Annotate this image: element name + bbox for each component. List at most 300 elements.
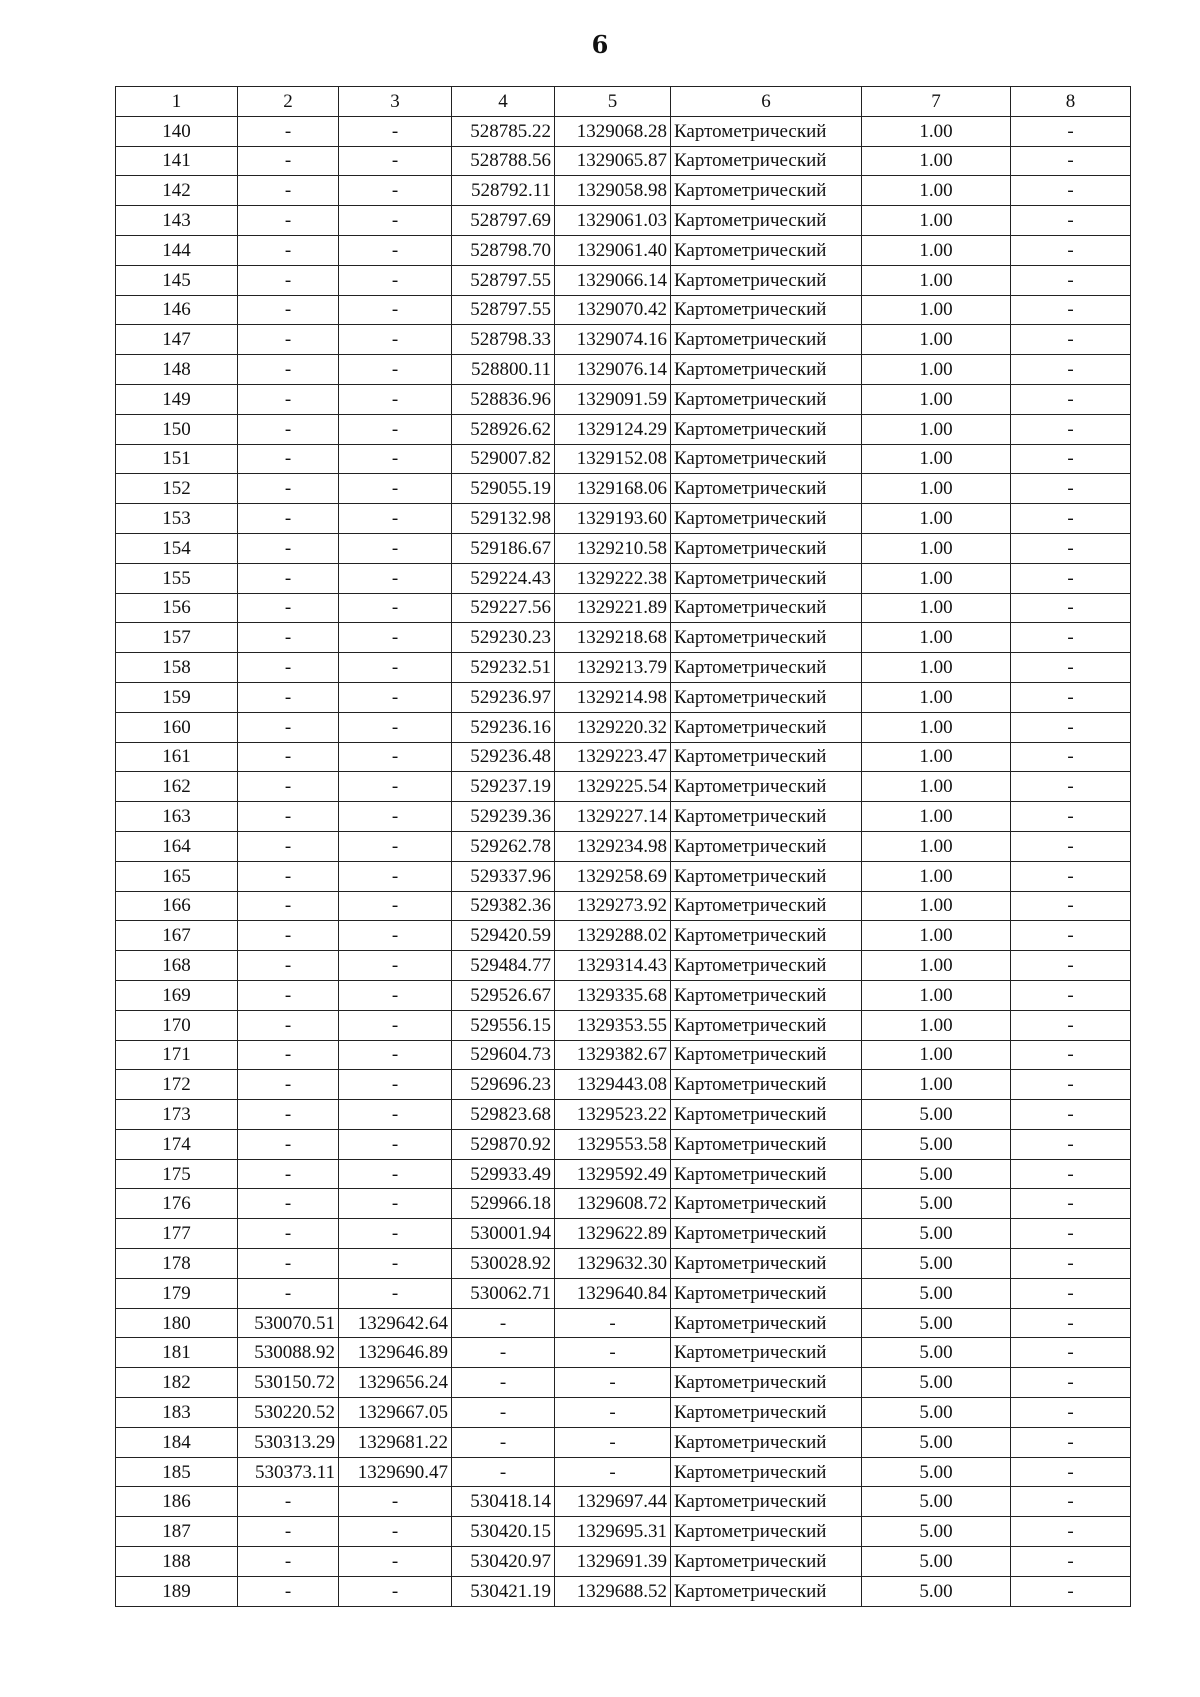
col4-x-cell: 528788.56 xyxy=(452,146,555,176)
method-cell: Картометрический xyxy=(671,1487,862,1517)
col2-x-cell: - xyxy=(238,1159,339,1189)
point-number-cell: 144 xyxy=(116,235,238,265)
col5-y-cell: 1329061.40 xyxy=(555,235,671,265)
point-number-cell: 163 xyxy=(116,802,238,832)
col3-y-cell: - xyxy=(339,325,452,355)
col4-x-cell: 529186.67 xyxy=(452,533,555,563)
point-number-cell: 153 xyxy=(116,504,238,534)
table-row xyxy=(116,1427,1131,1457)
col3-y-cell: 1329690.47 xyxy=(339,1457,452,1487)
col4-x-cell: 528797.55 xyxy=(452,295,555,325)
table-row xyxy=(116,742,1131,772)
col5-y-cell: 1329066.14 xyxy=(555,265,671,295)
point-number-cell: 187 xyxy=(116,1517,238,1547)
accuracy-cell: 1.00 xyxy=(862,384,1011,414)
accuracy-cell: 1.00 xyxy=(862,325,1011,355)
point-number-cell: 148 xyxy=(116,355,238,385)
col4-x-cell: - xyxy=(452,1398,555,1428)
col4-x-cell: 529224.43 xyxy=(452,563,555,593)
method-cell: Картометрический xyxy=(671,1457,862,1487)
col4-x-cell: 528800.11 xyxy=(452,355,555,385)
col5-y-cell: 1329695.31 xyxy=(555,1517,671,1547)
col5-y-cell: 1329210.58 xyxy=(555,533,671,563)
col5-y-cell: 1329553.58 xyxy=(555,1129,671,1159)
col2-x-cell: - xyxy=(238,325,339,355)
col4-x-cell: - xyxy=(452,1427,555,1457)
col8-cell: - xyxy=(1011,504,1131,534)
method-cell: Картометрический xyxy=(671,1576,862,1606)
accuracy-cell: 1.00 xyxy=(862,146,1011,176)
accuracy-cell: 1.00 xyxy=(862,1040,1011,1070)
col3-y-cell: - xyxy=(339,1040,452,1070)
col5-y-cell: 1329335.68 xyxy=(555,980,671,1010)
col8-cell: - xyxy=(1011,444,1131,474)
point-number-cell: 157 xyxy=(116,623,238,653)
col4-x-cell: 529007.82 xyxy=(452,444,555,474)
col4-x-cell: 529337.96 xyxy=(452,861,555,891)
point-number-cell: 140 xyxy=(116,116,238,146)
col8-cell: - xyxy=(1011,1338,1131,1368)
col3-y-cell: - xyxy=(339,1487,452,1517)
col5-y-cell: 1329193.60 xyxy=(555,504,671,534)
col8-cell: - xyxy=(1011,116,1131,146)
point-number-cell: 183 xyxy=(116,1398,238,1428)
col8-cell: - xyxy=(1011,831,1131,861)
col8-cell: - xyxy=(1011,891,1131,921)
col8-cell: - xyxy=(1011,1576,1131,1606)
col4-x-cell: 529237.19 xyxy=(452,772,555,802)
table-row xyxy=(116,1249,1131,1279)
col3-y-cell: - xyxy=(339,235,452,265)
point-number-cell: 149 xyxy=(116,384,238,414)
col4-x-cell: 530062.71 xyxy=(452,1278,555,1308)
col5-y-cell: 1329065.87 xyxy=(555,146,671,176)
col5-y-cell: 1329234.98 xyxy=(555,831,671,861)
point-number-cell: 184 xyxy=(116,1427,238,1457)
col4-x-cell: 528926.62 xyxy=(452,414,555,444)
col2-x-cell: - xyxy=(238,772,339,802)
col5-y-cell: 1329697.44 xyxy=(555,1487,671,1517)
col4-x-cell: 529604.73 xyxy=(452,1040,555,1070)
col5-y-cell: - xyxy=(555,1398,671,1428)
point-number-cell: 171 xyxy=(116,1040,238,1070)
method-cell: Картометрический xyxy=(671,802,862,832)
col3-y-cell: - xyxy=(339,1100,452,1130)
point-number-cell: 155 xyxy=(116,563,238,593)
col2-x-cell: - xyxy=(238,474,339,504)
col4-x-cell: 529966.18 xyxy=(452,1189,555,1219)
col3-y-cell: - xyxy=(339,116,452,146)
table-row xyxy=(116,444,1131,474)
table-row xyxy=(116,235,1131,265)
col2-x-cell: - xyxy=(238,1100,339,1130)
accuracy-cell: 1.00 xyxy=(862,921,1011,951)
table-row xyxy=(116,593,1131,623)
point-number-cell: 160 xyxy=(116,712,238,742)
col2-x-cell: - xyxy=(238,1010,339,1040)
accuracy-cell: 1.00 xyxy=(862,235,1011,265)
table-row xyxy=(116,682,1131,712)
point-number-cell: 188 xyxy=(116,1547,238,1577)
table-row xyxy=(116,1129,1131,1159)
col3-y-cell: - xyxy=(339,772,452,802)
col8-cell: - xyxy=(1011,474,1131,504)
method-cell: Картометрический xyxy=(671,772,862,802)
accuracy-cell: 5.00 xyxy=(862,1338,1011,1368)
col8-cell: - xyxy=(1011,1487,1131,1517)
accuracy-cell: 5.00 xyxy=(862,1457,1011,1487)
point-number-cell: 161 xyxy=(116,742,238,772)
col5-y-cell: - xyxy=(555,1457,671,1487)
col4-x-cell: 529696.23 xyxy=(452,1070,555,1100)
col8-cell: - xyxy=(1011,980,1131,1010)
col8-cell: - xyxy=(1011,295,1131,325)
column-header: 6 xyxy=(671,87,862,117)
table-row xyxy=(116,1457,1131,1487)
method-cell: Картометрический xyxy=(671,1249,862,1279)
table-row xyxy=(116,1368,1131,1398)
point-number-cell: 185 xyxy=(116,1457,238,1487)
col2-x-cell: - xyxy=(238,206,339,236)
col4-x-cell: - xyxy=(452,1308,555,1338)
accuracy-cell: 1.00 xyxy=(862,474,1011,504)
col4-x-cell: 529933.49 xyxy=(452,1159,555,1189)
col3-y-cell: - xyxy=(339,1249,452,1279)
point-number-cell: 158 xyxy=(116,653,238,683)
accuracy-cell: 1.00 xyxy=(862,533,1011,563)
col3-y-cell: - xyxy=(339,384,452,414)
col2-x-cell: - xyxy=(238,831,339,861)
table-row xyxy=(116,1040,1131,1070)
accuracy-cell: 5.00 xyxy=(862,1487,1011,1517)
method-cell: Картометрический xyxy=(671,1100,862,1130)
method-cell: Картометрический xyxy=(671,1189,862,1219)
point-number-cell: 151 xyxy=(116,444,238,474)
table-row xyxy=(116,295,1131,325)
col3-y-cell: - xyxy=(339,593,452,623)
table-row xyxy=(116,712,1131,742)
col3-y-cell: - xyxy=(339,742,452,772)
col8-cell: - xyxy=(1011,623,1131,653)
method-cell: Картометрический xyxy=(671,980,862,1010)
accuracy-cell: 1.00 xyxy=(862,891,1011,921)
point-number-cell: 186 xyxy=(116,1487,238,1517)
accuracy-cell: 1.00 xyxy=(862,980,1011,1010)
method-cell: Картометрический xyxy=(671,1427,862,1457)
col3-y-cell: - xyxy=(339,1159,452,1189)
col2-x-cell: - xyxy=(238,295,339,325)
table-row xyxy=(116,146,1131,176)
column-header: 3 xyxy=(339,87,452,117)
col2-x-cell: - xyxy=(238,235,339,265)
accuracy-cell: 5.00 xyxy=(862,1427,1011,1457)
col2-x-cell: - xyxy=(238,1189,339,1219)
col5-y-cell: 1329070.42 xyxy=(555,295,671,325)
col3-y-cell: - xyxy=(339,265,452,295)
point-number-cell: 164 xyxy=(116,831,238,861)
table-row xyxy=(116,474,1131,504)
accuracy-cell: 1.00 xyxy=(862,831,1011,861)
column-header: 7 xyxy=(862,87,1011,117)
point-number-cell: 162 xyxy=(116,772,238,802)
method-cell: Картометрический xyxy=(671,1010,862,1040)
table-row xyxy=(116,1278,1131,1308)
col8-cell: - xyxy=(1011,384,1131,414)
point-number-cell: 166 xyxy=(116,891,238,921)
col3-y-cell: - xyxy=(339,891,452,921)
col5-y-cell: 1329443.08 xyxy=(555,1070,671,1100)
method-cell: Картометрический xyxy=(671,325,862,355)
table-row xyxy=(116,980,1131,1010)
accuracy-cell: 5.00 xyxy=(862,1547,1011,1577)
accuracy-cell: 1.00 xyxy=(862,772,1011,802)
col5-y-cell: 1329061.03 xyxy=(555,206,671,236)
point-number-cell: 174 xyxy=(116,1129,238,1159)
column-header: 5 xyxy=(555,87,671,117)
method-cell: Картометрический xyxy=(671,623,862,653)
accuracy-cell: 1.00 xyxy=(862,712,1011,742)
table-row xyxy=(116,355,1131,385)
col3-y-cell: - xyxy=(339,206,452,236)
col4-x-cell: 530418.14 xyxy=(452,1487,555,1517)
col4-x-cell: 529236.16 xyxy=(452,712,555,742)
table-row xyxy=(116,1517,1131,1547)
method-cell: Картометрический xyxy=(671,533,862,563)
method-cell: Картометрический xyxy=(671,712,862,742)
col8-cell: - xyxy=(1011,1219,1131,1249)
point-number-cell: 150 xyxy=(116,414,238,444)
col4-x-cell: - xyxy=(452,1368,555,1398)
col5-y-cell: 1329213.79 xyxy=(555,653,671,683)
col5-y-cell: 1329076.14 xyxy=(555,355,671,385)
accuracy-cell: 1.00 xyxy=(862,682,1011,712)
method-cell: Картометрический xyxy=(671,146,862,176)
table-body xyxy=(116,116,1131,1606)
table-row xyxy=(116,116,1131,146)
method-cell: Картометрический xyxy=(671,176,862,206)
accuracy-cell: 5.00 xyxy=(862,1517,1011,1547)
point-number-cell: 175 xyxy=(116,1159,238,1189)
table-row xyxy=(116,206,1131,236)
col4-x-cell: 528797.69 xyxy=(452,206,555,236)
col2-x-cell: - xyxy=(238,1487,339,1517)
point-number-cell: 182 xyxy=(116,1368,238,1398)
col3-y-cell: - xyxy=(339,921,452,951)
method-cell: Картометрический xyxy=(671,1547,862,1577)
point-number-cell: 146 xyxy=(116,295,238,325)
col5-y-cell: 1329220.32 xyxy=(555,712,671,742)
method-cell: Картометрический xyxy=(671,742,862,772)
col2-x-cell: - xyxy=(238,1517,339,1547)
col4-x-cell: 528797.55 xyxy=(452,265,555,295)
col4-x-cell: 528798.70 xyxy=(452,235,555,265)
table-row xyxy=(116,1547,1131,1577)
col2-x-cell: - xyxy=(238,1219,339,1249)
col5-y-cell: 1329592.49 xyxy=(555,1159,671,1189)
col3-y-cell: - xyxy=(339,1517,452,1547)
method-cell: Картометрический xyxy=(671,1070,862,1100)
table-row xyxy=(116,1159,1131,1189)
col2-x-cell: 530373.11 xyxy=(238,1457,339,1487)
point-number-cell: 172 xyxy=(116,1070,238,1100)
col3-y-cell: 1329642.64 xyxy=(339,1308,452,1338)
col3-y-cell: - xyxy=(339,951,452,981)
col2-x-cell: 530220.52 xyxy=(238,1398,339,1428)
col5-y-cell: 1329223.47 xyxy=(555,742,671,772)
col5-y-cell: 1329152.08 xyxy=(555,444,671,474)
method-cell: Картометрический xyxy=(671,355,862,385)
accuracy-cell: 1.00 xyxy=(862,176,1011,206)
col5-y-cell: 1329091.59 xyxy=(555,384,671,414)
col5-y-cell: 1329314.43 xyxy=(555,951,671,981)
col4-x-cell: 529055.19 xyxy=(452,474,555,504)
method-cell: Картометрический xyxy=(671,951,862,981)
col5-y-cell: 1329258.69 xyxy=(555,861,671,891)
col4-x-cell: 529484.77 xyxy=(452,951,555,981)
accuracy-cell: 5.00 xyxy=(862,1308,1011,1338)
col3-y-cell: - xyxy=(339,504,452,534)
col2-x-cell: - xyxy=(238,1249,339,1279)
col8-cell: - xyxy=(1011,1070,1131,1100)
col3-y-cell: - xyxy=(339,474,452,504)
table-row xyxy=(116,325,1131,355)
col8-cell: - xyxy=(1011,1398,1131,1428)
col2-x-cell: - xyxy=(238,653,339,683)
col3-y-cell: 1329681.22 xyxy=(339,1427,452,1457)
method-cell: Картометрический xyxy=(671,563,862,593)
table-row xyxy=(116,802,1131,832)
method-cell: Картометрический xyxy=(671,474,862,504)
col4-x-cell: 529227.56 xyxy=(452,593,555,623)
col2-x-cell: - xyxy=(238,951,339,981)
col2-x-cell: - xyxy=(238,802,339,832)
col8-cell: - xyxy=(1011,1368,1131,1398)
col2-x-cell: 530313.29 xyxy=(238,1427,339,1457)
col3-y-cell: 1329656.24 xyxy=(339,1368,452,1398)
col5-y-cell: 1329288.02 xyxy=(555,921,671,951)
col3-y-cell: - xyxy=(339,1129,452,1159)
col4-x-cell: 529132.98 xyxy=(452,504,555,534)
method-cell: Картометрический xyxy=(671,384,862,414)
method-cell: Картометрический xyxy=(671,682,862,712)
col4-x-cell: 528792.11 xyxy=(452,176,555,206)
col5-y-cell: 1329640.84 xyxy=(555,1278,671,1308)
method-cell: Картометрический xyxy=(671,1308,862,1338)
point-number-cell: 179 xyxy=(116,1278,238,1308)
accuracy-cell: 5.00 xyxy=(862,1219,1011,1249)
method-cell: Картометрический xyxy=(671,444,862,474)
method-cell: Картометрический xyxy=(671,1398,862,1428)
col5-y-cell: - xyxy=(555,1308,671,1338)
point-number-cell: 178 xyxy=(116,1249,238,1279)
table-row xyxy=(116,414,1131,444)
col3-y-cell: - xyxy=(339,653,452,683)
col4-x-cell: 529236.48 xyxy=(452,742,555,772)
column-header: 2 xyxy=(238,87,339,117)
col2-x-cell: - xyxy=(238,682,339,712)
method-cell: Картометрический xyxy=(671,504,862,534)
col3-y-cell: - xyxy=(339,831,452,861)
col2-x-cell: - xyxy=(238,1278,339,1308)
method-cell: Картометрический xyxy=(671,653,862,683)
col3-y-cell: - xyxy=(339,802,452,832)
accuracy-cell: 1.00 xyxy=(862,563,1011,593)
point-number-cell: 156 xyxy=(116,593,238,623)
col4-x-cell: 530001.94 xyxy=(452,1219,555,1249)
col4-x-cell: 529230.23 xyxy=(452,623,555,653)
col5-y-cell: 1329225.54 xyxy=(555,772,671,802)
col3-y-cell: 1329667.05 xyxy=(339,1398,452,1428)
col8-cell: - xyxy=(1011,355,1131,385)
col4-x-cell: 529526.67 xyxy=(452,980,555,1010)
col8-cell: - xyxy=(1011,235,1131,265)
point-number-cell: 173 xyxy=(116,1100,238,1130)
accuracy-cell: 1.00 xyxy=(862,206,1011,236)
col8-cell: - xyxy=(1011,1159,1131,1189)
col3-y-cell: - xyxy=(339,980,452,1010)
accuracy-cell: 5.00 xyxy=(862,1368,1011,1398)
col4-x-cell: 529232.51 xyxy=(452,653,555,683)
col5-y-cell: - xyxy=(555,1427,671,1457)
col3-y-cell: - xyxy=(339,533,452,563)
accuracy-cell: 1.00 xyxy=(862,623,1011,653)
col4-x-cell: 529823.68 xyxy=(452,1100,555,1130)
col4-x-cell: 529262.78 xyxy=(452,831,555,861)
method-cell: Картометрический xyxy=(671,235,862,265)
point-number-cell: 167 xyxy=(116,921,238,951)
col2-x-cell: - xyxy=(238,1547,339,1577)
col5-y-cell: 1329353.55 xyxy=(555,1010,671,1040)
col4-x-cell: 528798.33 xyxy=(452,325,555,355)
col8-cell: - xyxy=(1011,1189,1131,1219)
col3-y-cell: - xyxy=(339,295,452,325)
point-number-cell: 147 xyxy=(116,325,238,355)
method-cell: Картометрический xyxy=(671,1338,862,1368)
col8-cell: - xyxy=(1011,1010,1131,1040)
col8-cell: - xyxy=(1011,861,1131,891)
table-row xyxy=(116,653,1131,683)
table-row xyxy=(116,1338,1131,1368)
col2-x-cell: - xyxy=(238,265,339,295)
col8-cell: - xyxy=(1011,951,1131,981)
col4-x-cell: 530028.92 xyxy=(452,1249,555,1279)
accuracy-cell: 1.00 xyxy=(862,861,1011,891)
col5-y-cell: 1329273.92 xyxy=(555,891,671,921)
col8-cell: - xyxy=(1011,206,1131,236)
col2-x-cell: - xyxy=(238,891,339,921)
accuracy-cell: 1.00 xyxy=(862,653,1011,683)
col3-y-cell: - xyxy=(339,355,452,385)
accuracy-cell: 5.00 xyxy=(862,1398,1011,1428)
col4-x-cell: 528785.22 xyxy=(452,116,555,146)
col2-x-cell: 530070.51 xyxy=(238,1308,339,1338)
col3-y-cell: - xyxy=(339,1576,452,1606)
col3-y-cell: - xyxy=(339,176,452,206)
accuracy-cell: 1.00 xyxy=(862,1010,1011,1040)
col2-x-cell: - xyxy=(238,593,339,623)
col8-cell: - xyxy=(1011,1457,1131,1487)
col5-y-cell: 1329222.38 xyxy=(555,563,671,593)
col8-cell: - xyxy=(1011,265,1131,295)
point-number-cell: 152 xyxy=(116,474,238,504)
col8-cell: - xyxy=(1011,712,1131,742)
accuracy-cell: 5.00 xyxy=(862,1189,1011,1219)
col3-y-cell: - xyxy=(339,1189,452,1219)
accuracy-cell: 1.00 xyxy=(862,504,1011,534)
col3-y-cell: - xyxy=(339,861,452,891)
col4-x-cell: - xyxy=(452,1338,555,1368)
col8-cell: - xyxy=(1011,802,1131,832)
